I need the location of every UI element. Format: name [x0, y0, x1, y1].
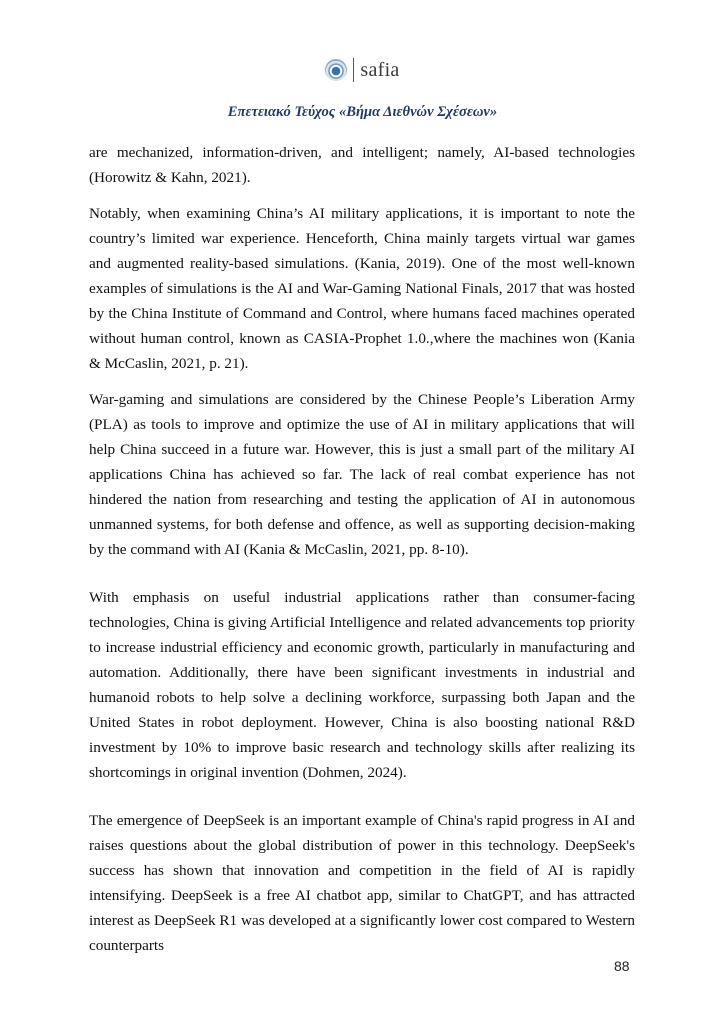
paragraph-spacer — [89, 562, 635, 585]
circular-emblem-icon — [325, 59, 347, 81]
header-logo — [0, 58, 725, 82]
paragraph: Notably, when examining China’s AI military applications, it is important to note the country’s limited war experience. Henceforth, China mainly targets virtual war games and augmented reality-based simulations. (Kania, 2019). One of the most well-known examples of simulations is the AI and War-Gaming National Finals, 2017 that was hosted by the China Institute of Command and Control, where humans faced machines operated without human control, known as CASIA-Prophet 1.0.,where the machines won (Kania & McCaslin, 2021, p. 21). — [89, 205, 635, 372]
paragraph-spacer — [89, 785, 635, 808]
journal-title: Επετειακό Τεύχος «Βήμα Διεθνών Σχέσεων» — [227, 104, 498, 120]
body-text — [89, 140, 635, 958]
paragraph-spacer — [89, 190, 635, 201]
paragraph: With emphasis on useful industrial applications rather than consumer-facing technologies, China is giving Artificial Intelligence and related advancements top priority to increase industrial efficiency and economic growth, particularly in manufacturing and automation. Additionally, there have been significant investments in industrial and humanoid robots to help solve a declining workforce, surpassing both Japan and the United States in robot deployment. However, China is also boosting national R&D investment by 10% to improve basic research and technology skills after realizing its shortcomings in original invention (Dohmen, 2024). — [89, 589, 635, 781]
paragraph-spacer — [89, 376, 635, 387]
logo-text: safia — [360, 58, 400, 81]
page-number: 88 — [614, 958, 630, 974]
paragraph: The emergence of DeepSeek is an important example of China's rapid progress in AI and raises questions about the global distribution of power in this technology. DeepSeek's success has shown that innovation and competition in the field of AI is rapidly intensifying. DeepSeek is a free AI chatbot app, similar to ChatGPT, and has attracted interest as DeepSeek R1 was developed at a significantly lower cost compared to Western counterparts — [89, 812, 635, 954]
paragraph: War-gaming and simulations are considered by the Chinese People’s Liberation Army (PLA) as tools to improve and optimize the use of AI in military applications that will help China succeed in a future war. However, this is just a small part of the military AI applications China has achieved so far. The lack of real combat experience has not hindered the nation from researching and testing the application of AI in autonomous unmanned systems, for both defense and offence, as well as supporting decision-making by the command with AI (Kania & McCaslin, 2021, pp. 8-10). — [89, 391, 635, 558]
logo-divider — [353, 58, 354, 82]
paragraph: are mechanized, information-driven, and intelligent; namely, AI-based technologies (Horowitz & Kahn, 2021). — [89, 144, 635, 186]
